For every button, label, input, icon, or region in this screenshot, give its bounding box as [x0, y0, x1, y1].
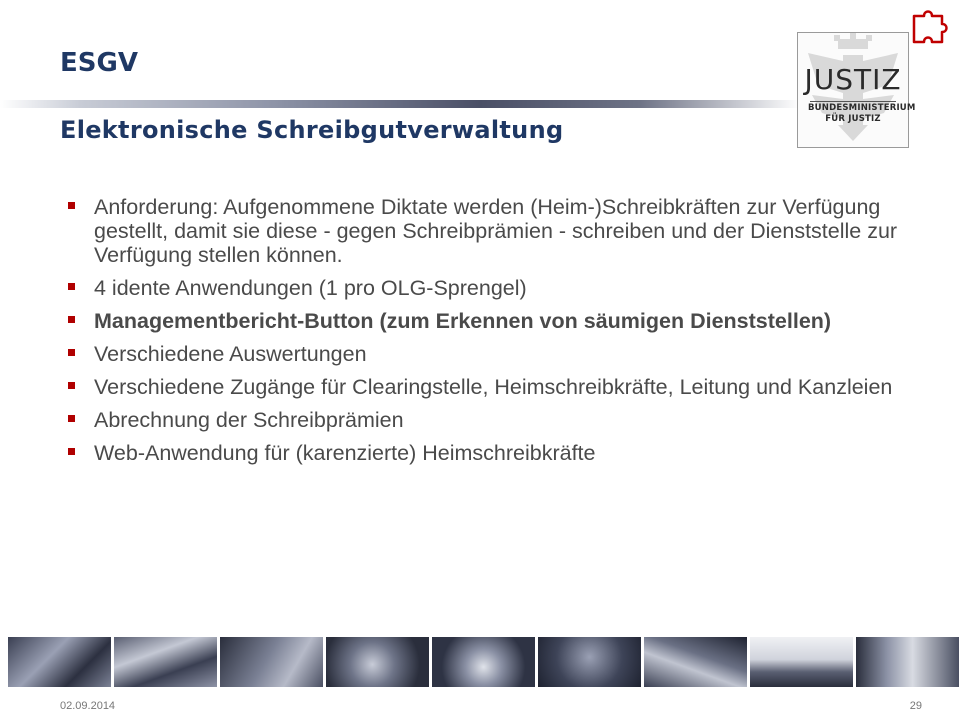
photo-network: [644, 637, 747, 687]
photo-team-meeting: [8, 637, 111, 687]
justiz-logo: [797, 32, 916, 148]
logo-ministry-line: BUNDESMINISTERIUM: [808, 103, 916, 113]
logo-justice-line: FÜR JUSTIZ: [825, 114, 881, 124]
logo-rule: [810, 101, 896, 102]
slide-subtitle: Elektronische Schreibgutverwaltung: [60, 116, 564, 144]
puzzle-piece-icon: [910, 4, 954, 48]
photo-at-sign: [432, 637, 535, 687]
square-bullet-icon: [68, 202, 75, 209]
photo-laptop: [750, 637, 853, 687]
slide-title: ESGV: [60, 48, 138, 78]
footer-date: 02.09.2014: [60, 700, 116, 712]
title-divider: [0, 100, 800, 108]
square-bullet-icon: [68, 283, 75, 290]
page-number: 29: [909, 700, 922, 712]
square-bullet-icon: [68, 415, 75, 422]
square-bullet-icon: [68, 448, 75, 455]
bullet-list: [66, 195, 916, 474]
bullet-item: Abrechnung der Schreibprämien: [66, 408, 916, 432]
footer-photo-strip: [0, 637, 960, 687]
bullet-item: 4 idente Anwendungen (1 pro OLG-Sprengel): [66, 276, 916, 300]
photo-office-work: [220, 637, 323, 687]
square-bullet-icon: [68, 382, 75, 389]
photo-disc: [326, 637, 429, 687]
bullet-item: Verschiedene Zugänge für Clearingstelle, Heimschreibkräfte, Leitung und Kanzleien: [66, 375, 916, 399]
bullet-item: Anforderung: Aufgenommene Diktate werden (Heim-)Schreibkräften zur Verfügung gestellt, damit sie diese - gegen Schreibprämien - schreiben und der Dienststelle zur Verfügung stellen können.: [66, 195, 916, 267]
bullet-item: Verschiedene Auswertungen: [66, 342, 916, 366]
bullet-item: Managementbericht-Button (zum Erkennen von säumigen Dienststellen): [66, 309, 916, 333]
photo-eu-stars: [538, 637, 641, 687]
square-bullet-icon: [68, 349, 75, 356]
square-bullet-icon: [68, 316, 75, 323]
photo-people-group: [114, 637, 217, 687]
logo-wordmark: JUSTIZ: [804, 63, 902, 96]
photo-server: [856, 637, 959, 687]
bullet-item: Web-Anwendung für (karenzierte) Heimschreibkräfte: [66, 441, 916, 465]
